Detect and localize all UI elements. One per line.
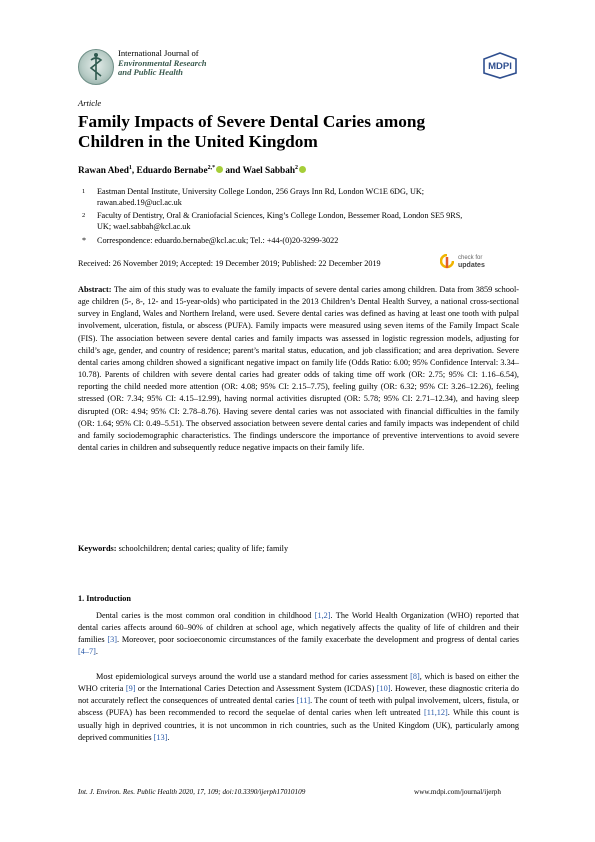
affiliation — [82, 210, 463, 233]
paragraph-text: . While this count is usually high in deprived countries, it is not uncommon in rich countries, such as the United Kingdom (UK), particularly among deprived communities — [78, 708, 519, 742]
citation-link[interactable]: [13] — [153, 732, 168, 742]
keywords-label: Keywords: — [78, 544, 117, 553]
journal-name[interactable] — [118, 49, 207, 78]
author-affil-mark: 2,* — [207, 165, 216, 171]
citation-link[interactable]: [4–7] — [78, 647, 96, 657]
journal-name-line3: and Public Health — [118, 67, 183, 78]
paragraph-text: or the International Caries Detection and Assessment System (ICDAS) — [135, 684, 377, 694]
affiliation-mark: * — [82, 236, 87, 245]
paragraph-text: Dental caries is the most common oral condition in childhood — [96, 611, 315, 620]
author-name[interactable]: Eduardo Bernabe — [136, 166, 208, 177]
paragraph-text: . The World Health Organization (WHO) reported that dental caries affects around 60–90% of children at school age, which negatively affects the quality of life of children and their families — [78, 611, 519, 645]
article-title — [78, 112, 518, 152]
author-separator: , — [131, 166, 137, 177]
mdpi-logo[interactable] — [482, 52, 518, 84]
keywords — [78, 544, 288, 553]
author-separator: and — [223, 166, 243, 177]
citation-link[interactable]: [11] — [296, 696, 311, 706]
author-name[interactable]: Wael Sabbah — [242, 166, 296, 177]
section-heading: 1. Introduction — [78, 594, 132, 603]
journal-name-line2: Environmental Research — [118, 57, 207, 68]
author-affil-mark: 1 — [128, 165, 132, 171]
check-for-updates-line2: updates — [458, 262, 485, 269]
citation-link[interactable]: [3] — [107, 635, 117, 645]
affiliation-mark: 2 — [82, 212, 86, 219]
citation-link[interactable]: [8] — [410, 672, 420, 681]
citation-link[interactable]: [1,2] — [314, 611, 331, 620]
correspondence — [82, 235, 339, 246]
author-list — [78, 165, 306, 176]
paragraph-text: . Moreover, poor socioeconomic circumstances of the family exacerbate the development and progress of dental caries — [117, 635, 520, 645]
correspondence-line[interactable]: Correspondence: eduardo.bernabe@kcl.ac.uk; Tel.: +44-(0)20-3299-3022 — [97, 236, 339, 245]
journal-name-line1: International Journal of — [118, 48, 199, 58]
paragraph-text: . The count of teeth with pulpal involvement, ulcers, fistula, or abscess (PUFA) has been recommended to record the sequelae of dental caries when left untreated — [78, 696, 519, 718]
check-for-updates-icon — [440, 254, 454, 270]
author-affil-mark: 2 — [295, 165, 299, 171]
title-line2: Children in the United Kingdom — [78, 132, 318, 151]
title-line1: Family Impacts of Severe Dental Caries among — [78, 112, 426, 131]
affiliation — [82, 186, 425, 209]
abstract-label: Abstract: — [78, 285, 112, 294]
paragraph — [78, 671, 519, 744]
article-type: Article — [78, 98, 102, 108]
paragraph-text: . — [167, 732, 170, 742]
footer-url[interactable]: www.mdpi.com/journal/ijerph — [414, 788, 501, 796]
paragraph-text: . However, these diagnostic criteria do not accurately reflect the consequences of untreated dental caries — [78, 684, 520, 706]
affiliation-mark: 1 — [82, 188, 86, 195]
paragraph-text: , which is based on either the WHO criteria — [78, 672, 519, 694]
abstract — [78, 284, 519, 454]
svg-text:MDPI: MDPI — [488, 61, 512, 72]
affiliation-line: Faculty of Dentistry, Oral & Craniofacial Sciences, King’s College London, Bessemer Road, London SE5 9RS, — [97, 211, 463, 220]
citation-link[interactable]: [10] — [376, 684, 391, 694]
citation-link[interactable]: [11,12] — [424, 708, 448, 718]
paragraph — [78, 610, 519, 659]
affiliation-email[interactable]: UK; wael.sabbah@kcl.ac.uk — [97, 222, 191, 232]
paragraph-text: Most epidemiological surveys around the world use a standard method for caries assessment — [96, 672, 411, 681]
author-name[interactable]: Rawan Abed — [78, 166, 129, 177]
journal-logo — [78, 49, 114, 85]
abstract-text: The aim of this study was to evaluate the family impacts of severe dental caries among children. Data from 3859 school-age children (5-, 8-, 12- and 15-year-olds) who participated in the 2013 Children’s Dental Health Survey, a national cross-sectional survey in England, Wales and Northern Ireland, were used. Severe dental caries was defined as having at least one tooth with pulpal involvement, ulceration, fistula, or abscess (PUFA). Family impacts were measured using seven items of the Family Impact Scale (FIS). The association between severe dental caries and family impacts was assessed in logistic regression models, adjusting for child’s age, gender, and country of residence; parent’s marital status, education, and job classification; and area deprivation. Severe dental caries among children showed a significant negative impact on family life (Odds Ratio: 6.00; 95% Confidence Interval: 3.34–10.78). Parents of children with severe dental caries had greater odds of taking time off work (OR: 2.75; 95% CI: 1.16–6.54), reporting the child needed more attention (OR: 4.08; 95% CI: 2.15–7.75), feeling guilty (OR: 6.32; 95% CI: 3.26–12.26), feeling stressed (OR: 7.34; 95% CI: 4.15–12.99), having normal activities disrupted (OR: 5.78; 95% CI: 2.71–12.34), and having sleep disrupted (OR: 4.94; 95% CI: 2.78–8.76). Having severe dental caries was not associated with financial difficulties in the family (OR: 1.64; 95% CI: 0.49–5.51). The observed association between severe dental caries and family impacts was independent of child and family sociodemographic characteristics. The findings underscore the importance of preventive interventions to avoid severe dental caries in children and subsequently reduce negative impacts on their family life. — [78, 285, 519, 453]
affiliation-line: Eastman Dental Institute, University College London, 256 Grays Inn Rd, London WC1E 6DG, UK; — [97, 187, 425, 196]
keywords-text: schoolchildren; dental caries; quality of life; family — [118, 544, 289, 553]
footer-citation: Int. J. Environ. Res. Public Health 2020, 17, 109; doi:10.3390/ijerph17010109 — [78, 788, 306, 796]
publication-dates: Received: 26 November 2019; Accepted: 19 December 2019; Published: 22 December 2019 — [78, 259, 381, 268]
check-for-updates-line1: check for — [458, 255, 483, 261]
citation-link[interactable]: [9] — [125, 684, 136, 694]
affiliation-email[interactable]: rawan.abed.19@ucl.ac.uk — [97, 198, 182, 208]
orcid-icon[interactable] — [299, 166, 306, 173]
paragraph-text: . — [95, 647, 98, 657]
